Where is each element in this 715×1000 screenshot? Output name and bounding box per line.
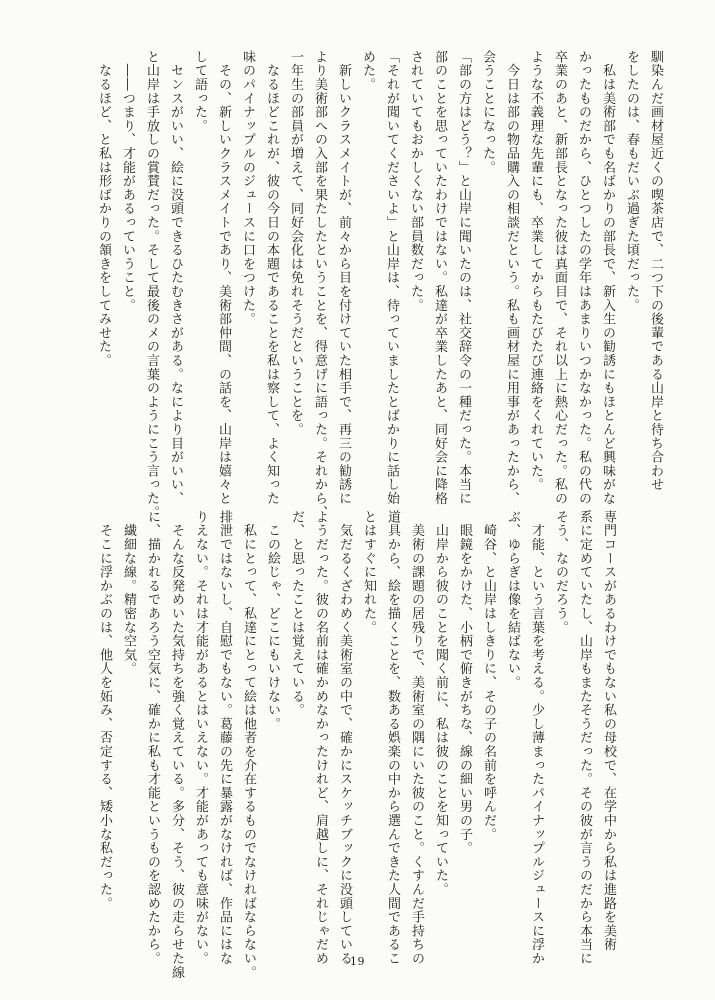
text-line: 私にとって、私達にとって絵は他者を介在するものでなければならない。 <box>241 510 256 980</box>
text-line: 一年生の部員が増えて、同好会化は免れそうだということを。 <box>288 50 303 437</box>
text-line: して語った。 <box>192 50 207 133</box>
text-line: 道具から、絵を描くことを、数ある娯楽の中から選んできた人間であるこ <box>385 510 400 966</box>
text-line: センスがいい、絵に没頭できるひたむきさがある。なにより目がいい、 <box>168 50 183 506</box>
text-line: 眼鏡をかけた、小柄で俯きがちな、線の細い男の子。 <box>457 510 472 855</box>
text-line: 会うことになった。 <box>480 50 495 175</box>
text-line: そんな反発めいた気持ちを強く覚えている。多分、そう、彼の走らせた線 <box>169 510 184 980</box>
text-line: 卒業のあと、新部長となった彼は真面目で、それ以上に熱心だった。私の <box>552 50 567 506</box>
text-line: そう、なのだろう。 <box>553 510 568 635</box>
upper-text-block <box>91 50 667 520</box>
text-line: に、描かれるであろう空気に、確かに私も才能というものを認めたから。 <box>145 510 160 966</box>
text-line: そこに浮かぶのは、他人を妬み、否定する、矮小な私だった。 <box>97 510 112 911</box>
text-line: と山岸は手放しの賞賛だった。そして最後のメの言葉のようにこう言った。 <box>144 50 159 520</box>
text-line: 系に定めていたし、山岸もまたそうだった。その彼が言うのだから本当に <box>577 510 592 966</box>
text-line: 専門コースがあるわけでもない私の母校で、在学中から私は進路を美術 <box>601 510 616 952</box>
text-line: 新しいクラスメイトが、前々から目を付けていた相手で、再三の勧誘に <box>336 50 351 506</box>
text-line: 才能、という言葉を考える。少し薄まったパイナップルジュースに浮か <box>529 510 544 966</box>
text-line: なるほど、と私は形ばかりの頷きをしてみせた。 <box>96 50 111 368</box>
text-line: ――つまり、才能があるっていうこと。 <box>120 50 135 313</box>
text-line: 「部の方はどう？」と山岸に聞いたのは、社交辞令の一種だった。本当に <box>456 50 471 506</box>
text-line: より美術部への入部を果たしたということを、得意げに語った。それから、 <box>312 50 327 520</box>
text-line: 私は美術部でも名ばかりの部長で、新入生の勧誘にもほとんど興味がな <box>600 50 615 506</box>
text-line: 今日は部の物品購入の相談だという。私も画材屋に用事があったから、 <box>504 50 519 506</box>
text-line: 馴染んだ画材屋近くの喫茶店で、二つ下の後輩である山岸と待ち合わせ <box>648 50 663 492</box>
text-line: 山岸から彼のことを聞く前に、私は彼のことを知っていた。 <box>433 510 448 897</box>
text-line: 美術の課題の居残りで、美術室の隅にいた彼のこと。くすんだ手持ちの <box>409 510 424 966</box>
text-line: をしたのは、春もだいぶ過ぎた頃だった。 <box>624 50 639 313</box>
text-line: 部のことを思っていたわけではない。私達が卒業したあと、同好会に降格 <box>432 50 447 506</box>
text-line: めた。 <box>360 50 375 92</box>
page-number: 19 <box>350 955 365 968</box>
text-line: されていてもおかしくない部員数だった。 <box>408 50 423 313</box>
text-line: 味のパイナップルのジュースに口をつけた。 <box>240 50 255 326</box>
text-line: 「それが聞いてくださいよ」と山岸は、待っていましたとばかりに話し始 <box>384 50 399 506</box>
text-line: 気だるくざわめく美術室の中で、確かにスケッチブックに没頭している <box>337 510 352 966</box>
text-line: ぶ、ゆらぎは像を結ばない。 <box>505 510 520 690</box>
text-line: なるほどこれが、彼の今日の本題であることを私は察して、よく知った <box>264 50 279 506</box>
text-line: ようだった。彼の名前は確かめなかったけれど、肩越しに、それじゃだめ <box>313 510 328 966</box>
text-line: ような不義理な先輩にも、卒業してからもたびたび連絡をくれていた。 <box>528 50 543 492</box>
text-line: この絵じゃ、どこにもいけない。 <box>265 510 280 731</box>
text-line: とはすぐに知れた。 <box>361 510 376 635</box>
text-line: りえない。それは才能があるとはいえない。才能があっても意味がない。 <box>193 510 208 966</box>
text-line: 崎谷、と山岸はしきりに、その子の名前を呼んだ。 <box>481 510 496 842</box>
text-line: 繊細な線。精密な空気。 <box>121 510 136 676</box>
text-line: 排泄ではないし、自慰でもない。葛藤の先に暴露がなければ、作品にはな <box>217 510 232 966</box>
text-line: その、新しいクラスメイトであり、美術部仲間、の話を、山岸は嬉々と <box>216 50 231 506</box>
text-line: かったものだから、ひとつしたの学年はあまりいつかなかった。私の代の <box>576 50 591 506</box>
text-line: だ、と思ったことは覚えている。 <box>289 510 304 717</box>
